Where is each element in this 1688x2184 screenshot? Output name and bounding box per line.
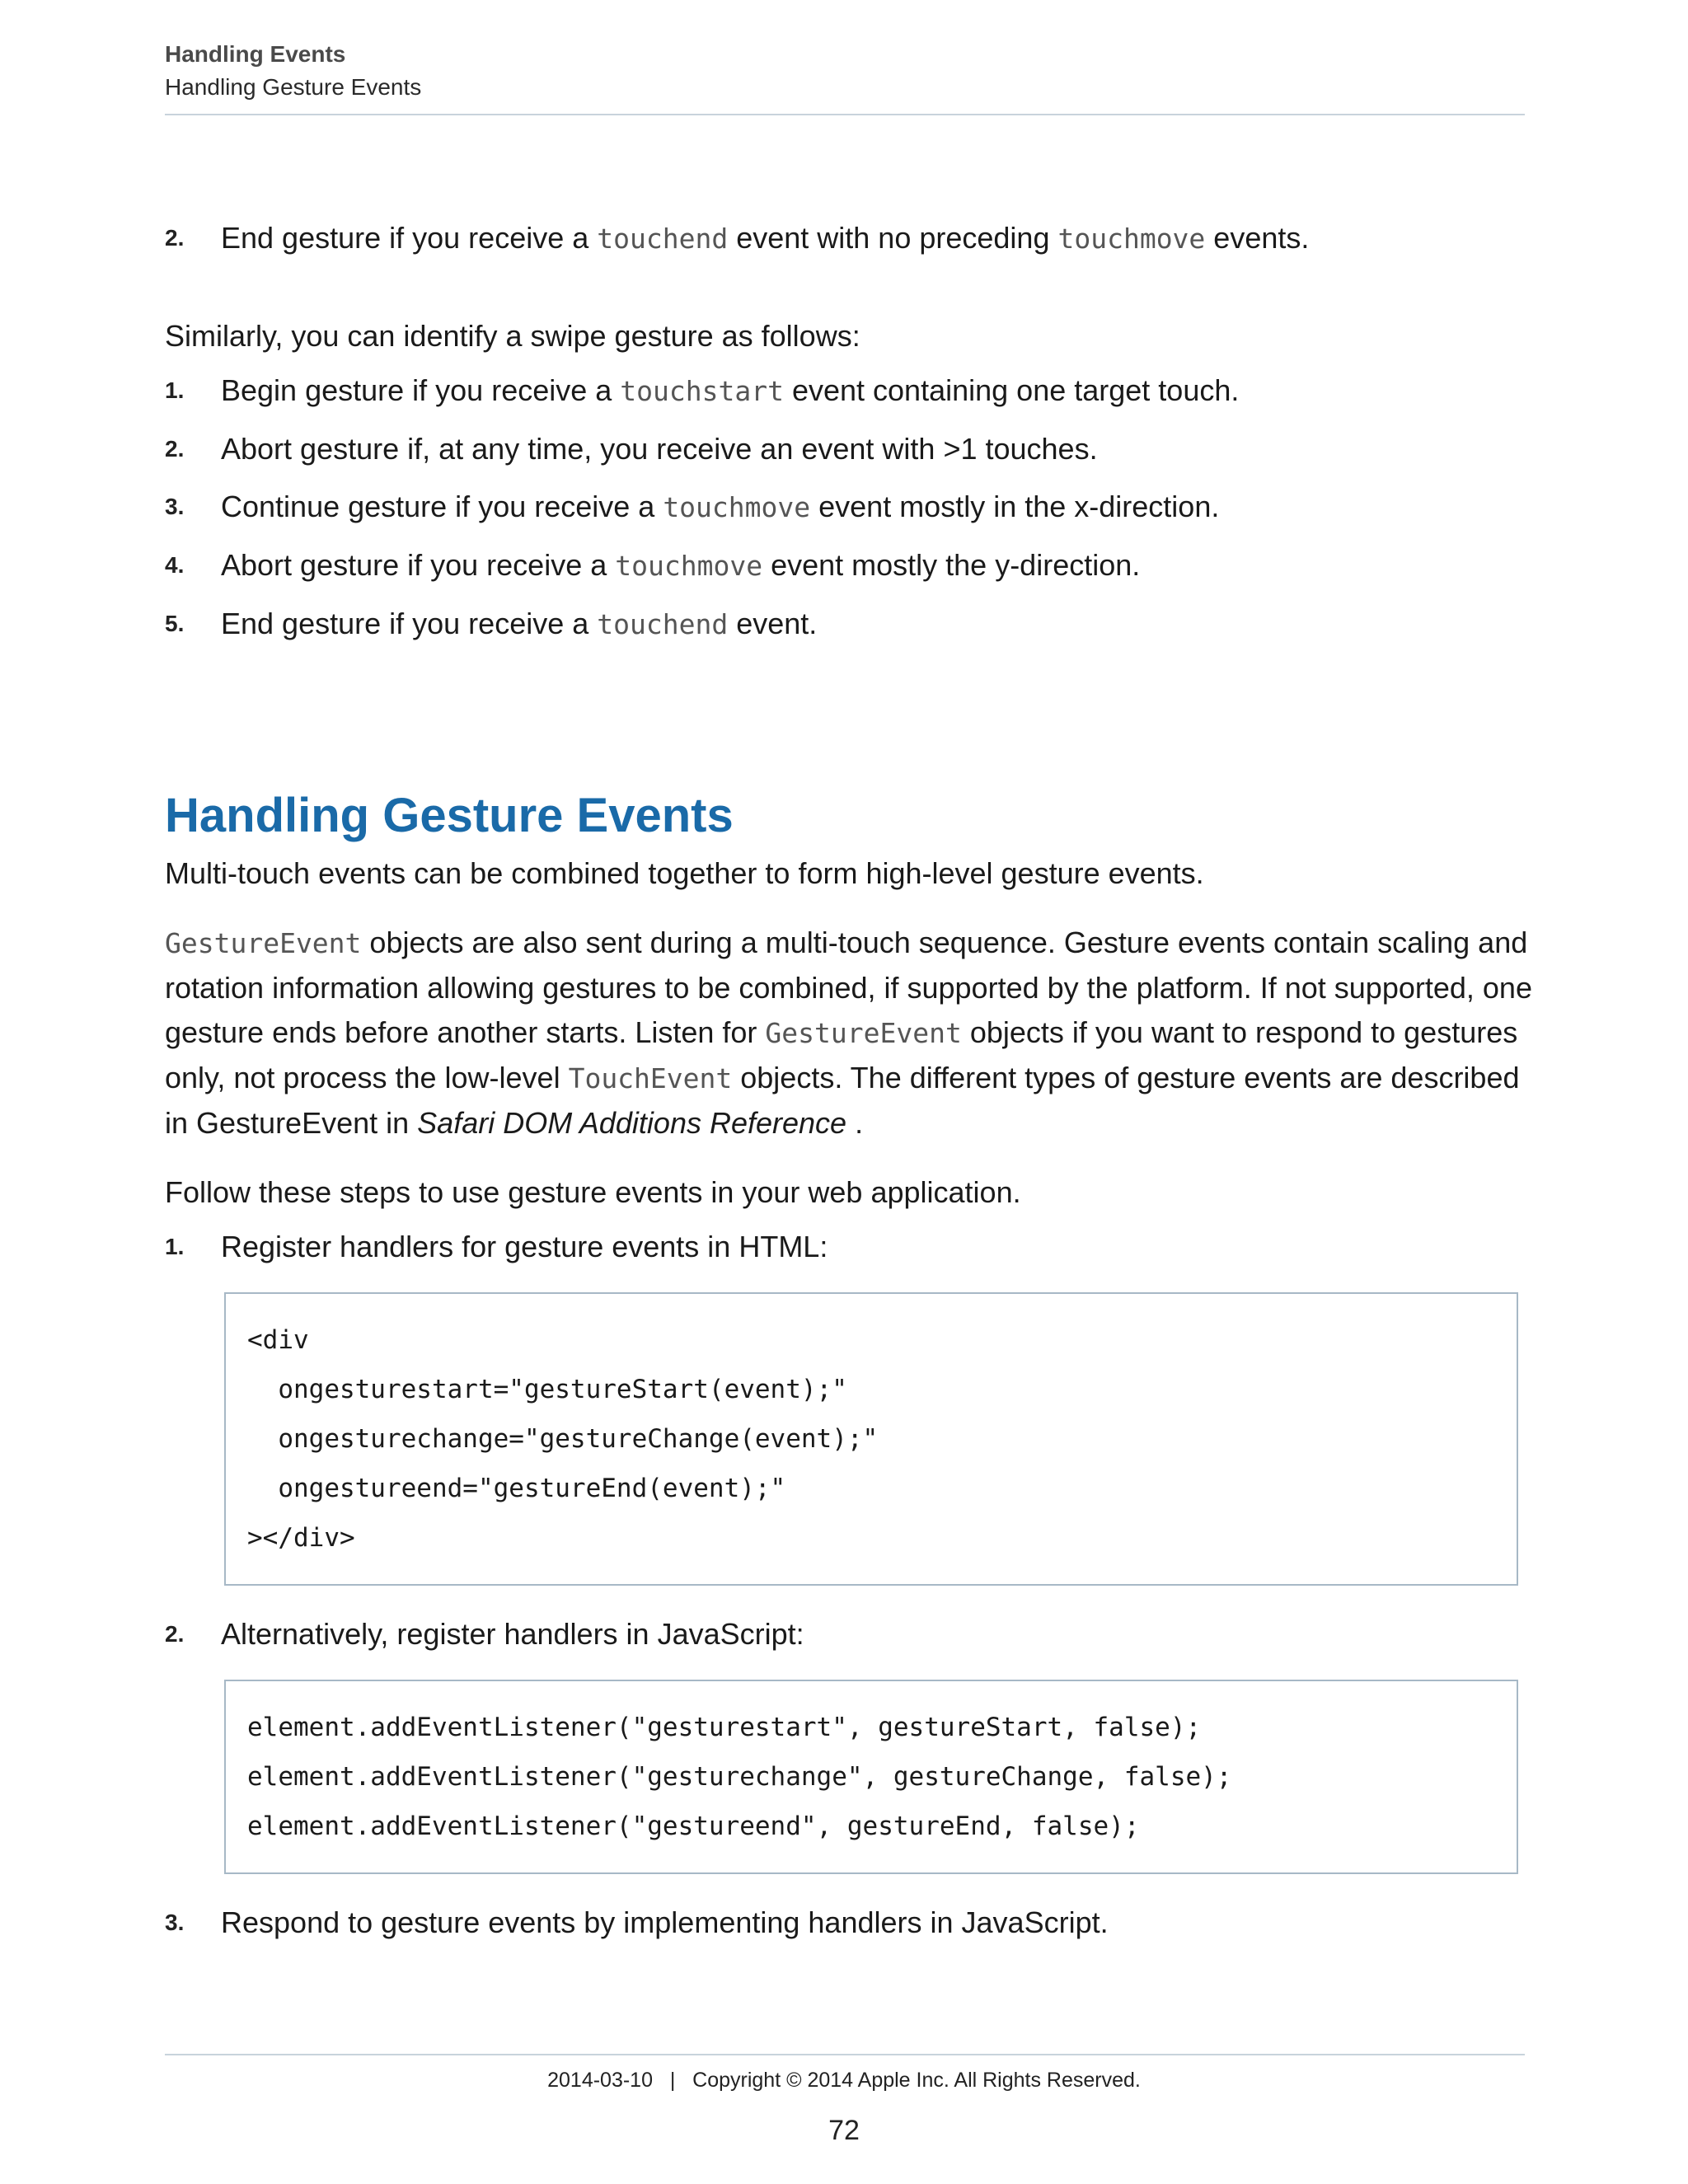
- list-number: 3.: [165, 494, 185, 519]
- section-heading: Handling Gesture Events: [165, 789, 734, 842]
- list-text: event mostly the y-direction.: [762, 548, 1141, 582]
- running-header-chapter: Handling Events: [165, 41, 346, 67]
- list-number: 1.: [165, 1234, 185, 1259]
- code-line: element.addEventListener("gesturechange", gestureChange, false);: [247, 1762, 1232, 1792]
- footer-divider: [165, 2054, 1525, 2055]
- code-line: ongestureend="gestureEnd(event);": [247, 1474, 786, 1503]
- paragraph-text: objects if you want to respond to gestures only, not process the low-level: [165, 1015, 1518, 1094]
- footer-text: 2014-03-10 | Copyright © 2014 Apple Inc. All Rights Reserved.: [547, 2069, 1141, 2092]
- list-number: 1.: [165, 377, 185, 403]
- js-code-block: [224, 1680, 1518, 1874]
- list-item: [165, 427, 1533, 471]
- list-item: [165, 543, 1533, 588]
- paragraph-text: .: [846, 1106, 864, 1140]
- inline-code: touchmove: [1057, 223, 1206, 255]
- list-text: End gesture if you receive a: [221, 221, 598, 255]
- list-text: event with no preceding: [728, 221, 1058, 255]
- list-number: 2.: [165, 436, 185, 462]
- reference-link[interactable]: Safari DOM Additions Reference: [417, 1106, 847, 1140]
- list-text: Begin gesture if you receive a: [221, 373, 621, 407]
- inline-code: touchmove: [663, 491, 811, 523]
- code-line: element.addEventListener("gestureend", gestureEnd, false);: [247, 1811, 1140, 1841]
- list-text: Abort gesture if, at any time, you receive an event with >1 touches.: [221, 432, 1098, 466]
- inline-code: touchend: [597, 608, 729, 640]
- code-line: ></div>: [247, 1523, 355, 1553]
- list-item: [165, 368, 1533, 414]
- list-item: [165, 216, 1533, 261]
- list-text: event mostly in the x-direction.: [810, 490, 1220, 523]
- list-item: [165, 602, 1533, 647]
- running-header: [165, 40, 1525, 102]
- html-code-block: [224, 1292, 1518, 1586]
- list-item: [165, 1612, 1533, 1657]
- steps-list: [165, 1612, 1533, 1657]
- inline-code: touchend: [597, 223, 729, 255]
- page-content: [165, 216, 1533, 1958]
- list-text: Abort gesture if you receive a: [221, 548, 616, 582]
- header-divider: [165, 114, 1525, 115]
- running-header-section: Handling Gesture Events: [165, 74, 422, 100]
- swipe-gesture-list: [165, 368, 1533, 647]
- list-text: Register handlers for gesture events in HTML:: [221, 1230, 828, 1263]
- paragraph-text: objects are also sent during a multi-touch sequence. Gesture events contain scaling and rotation information allowing gestures to be combined, if supported by the platform. If not supported, one gesture ends before another starts. Listen for: [165, 926, 1532, 1049]
- list-number: 3.: [165, 1910, 185, 1935]
- list-text: Respond to gesture events by implementing handlers in JavaScript.: [221, 1905, 1109, 1939]
- inline-code: touchmove: [615, 550, 763, 582]
- steps-list: [165, 1225, 1533, 1269]
- code-line: ongesturechange="gestureChange(event);": [247, 1424, 879, 1454]
- footer-copyright: [0, 2069, 1688, 2093]
- paragraph-text: objects. The different types of gesture events are described in GestureEvent in: [165, 1061, 1520, 1140]
- list-text: Alternatively, register handlers in JavaScript:: [221, 1617, 804, 1651]
- list-text: Continue gesture if you receive a: [221, 490, 663, 523]
- swipe-intro: Similarly, you can identify a swipe gesture as follows:: [165, 319, 860, 353]
- list-text: event.: [728, 607, 818, 640]
- inline-code: GestureEvent: [765, 1017, 962, 1049]
- list-text: events.: [1205, 221, 1310, 255]
- list-number: 5.: [165, 611, 185, 636]
- list-item: [165, 1900, 1533, 1945]
- code-line: element.addEventListener("gesturestart", gestureStart, false);: [247, 1713, 1202, 1742]
- list-text: End gesture if you receive a: [221, 607, 598, 640]
- inline-code: TouchEvent: [568, 1062, 733, 1094]
- steps-list: [165, 1900, 1533, 1945]
- list-item: [165, 485, 1533, 530]
- page-number: 72: [828, 2115, 860, 2146]
- inline-code: GestureEvent: [165, 927, 362, 959]
- list-text: event containing one target touch.: [783, 373, 1240, 407]
- list-number: 4.: [165, 552, 185, 578]
- code-line: <div: [247, 1325, 309, 1355]
- inline-code: touchstart: [620, 375, 784, 407]
- code-line: ongesturestart="gestureStart(event);": [247, 1375, 847, 1404]
- list-number: 2.: [165, 1621, 185, 1647]
- section-intro: Multi-touch events can be combined together to form high-level gesture events.: [165, 856, 1204, 890]
- steps-intro: Follow these steps to use gesture events in your web application.: [165, 1175, 1021, 1209]
- list-number: 2.: [165, 225, 185, 251]
- gesture-event-paragraph: [165, 921, 1533, 1146]
- list-item: [165, 1225, 1533, 1269]
- tap-gesture-list: [165, 216, 1533, 261]
